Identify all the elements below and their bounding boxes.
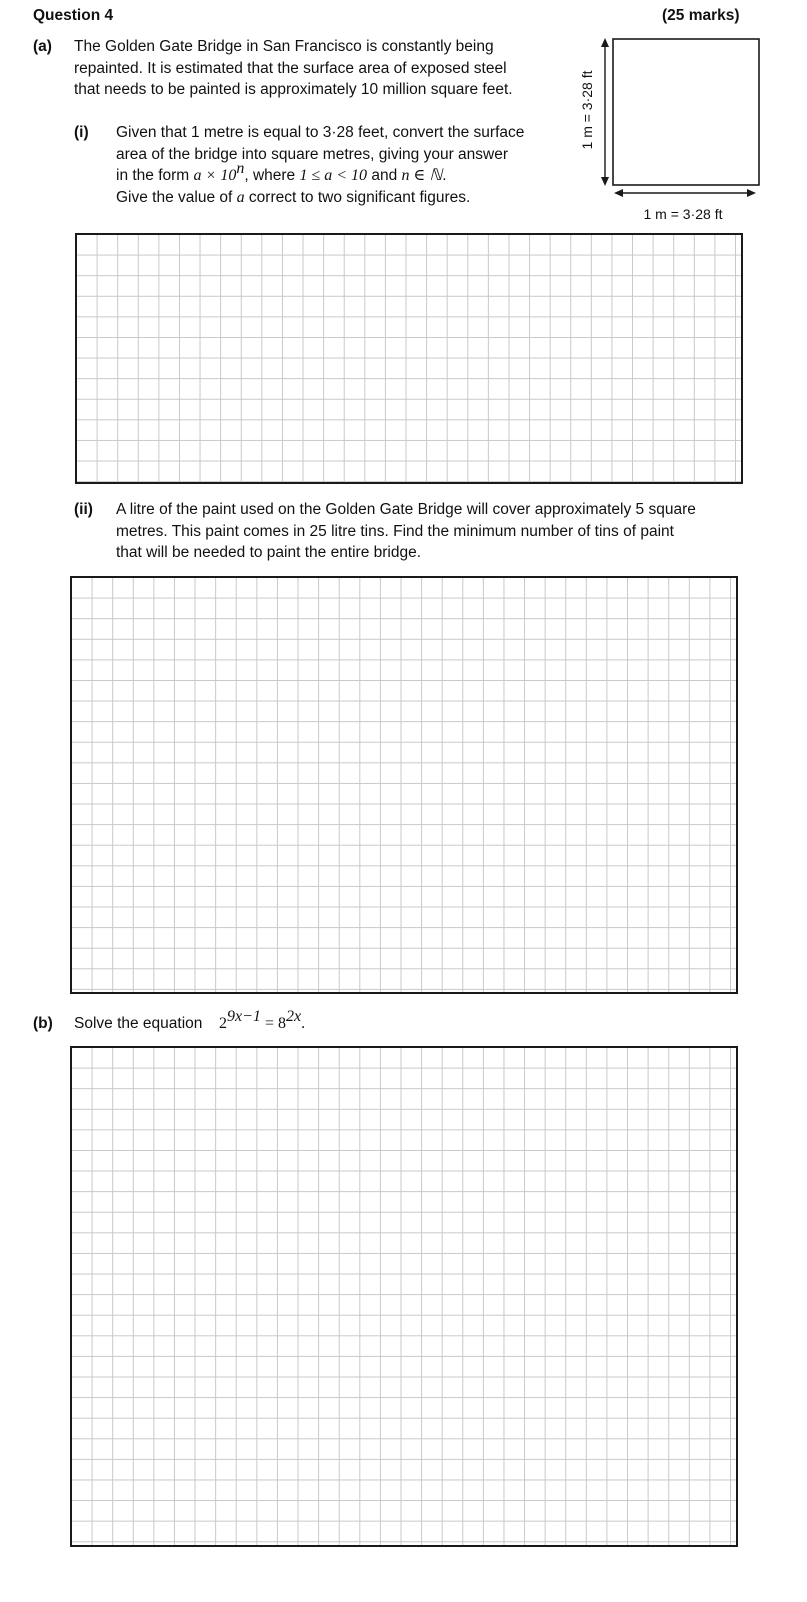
- square-metre-diagram: [578, 34, 768, 229]
- side-label: 1 m = 3·28 ft: [579, 70, 595, 150]
- sub-i-line: area of the bridge into square metres, giving your answer: [116, 145, 509, 163]
- arrow-head-down: [601, 177, 609, 186]
- eq-exponent-1: 9x−1: [227, 1007, 261, 1025]
- part-a-label: (a): [33, 38, 52, 55]
- sub-ii-line: A litre of the paint used on the Golden Gate Bridge will cover approximately 5 square: [116, 501, 696, 518]
- arrow-head-right: [747, 189, 756, 197]
- sub-i-line: Given that 1 metre is equal to 3·28 feet, convert the surface: [116, 124, 525, 141]
- arrow-head-up: [601, 38, 609, 47]
- sub-i-label: (i): [74, 124, 89, 141]
- intro-line: The Golden Gate Bridge in San Francisco is constantly being: [74, 38, 494, 55]
- eq-equals: =: [260, 1015, 278, 1032]
- text-span: Give the value of: [116, 188, 237, 206]
- answer-grid-a-ii[interactable]: [70, 576, 738, 994]
- text-span: in the form: [116, 167, 194, 184]
- part-a-intro: [74, 36, 564, 101]
- answer-grid-b[interactable]: [70, 1046, 738, 1547]
- answer-grid-a-i[interactable]: [75, 233, 743, 484]
- sub-ii-line: metres. This paint comes in 25 litre tins. Find the minimum number of tins of paint: [116, 522, 674, 540]
- text-span: Solve the equation: [74, 1015, 203, 1032]
- text-span: and: [367, 167, 402, 184]
- eq-base-2: 8: [277, 1015, 286, 1032]
- math-natural: n ∈ ℕ: [401, 167, 443, 184]
- part-b-text: [74, 1007, 306, 1035]
- intro-line: that needs to be painted is approximately 10 million square feet.: [74, 81, 513, 98]
- marks-label: (25 marks): [662, 7, 740, 24]
- sub-i-line: [116, 159, 566, 187]
- sub-ii-label: (ii): [74, 501, 93, 518]
- square-shape: [613, 39, 759, 185]
- sub-ii-line: that will be needed to paint the entire bridge.: [116, 544, 422, 561]
- sub-i-text: [116, 122, 566, 208]
- math-var: a: [236, 188, 245, 206]
- eq-exponent-2: 2x: [285, 1007, 302, 1025]
- arrow-head-left: [614, 189, 623, 197]
- sub-ii-text: [116, 499, 756, 564]
- text-span: correct to two significant figures.: [244, 188, 471, 206]
- bottom-label: 1 m = 3·28 ft: [643, 206, 723, 222]
- text-span: , where: [244, 167, 300, 184]
- math-condition: 1 ≤ a < 10: [299, 167, 368, 184]
- intro-line: repainted. It is estimated that the surface area of exposed steel: [74, 59, 507, 77]
- eq-base-1: 2: [219, 1015, 228, 1032]
- eq-end: .: [301, 1015, 306, 1032]
- sub-i-line: [116, 187, 566, 209]
- part-b-label: (b): [33, 1015, 53, 1032]
- math-form: a × 10: [193, 167, 237, 184]
- question-title: Question 4: [33, 7, 114, 24]
- text-span: .: [442, 167, 447, 184]
- math-exponent: n: [236, 159, 245, 177]
